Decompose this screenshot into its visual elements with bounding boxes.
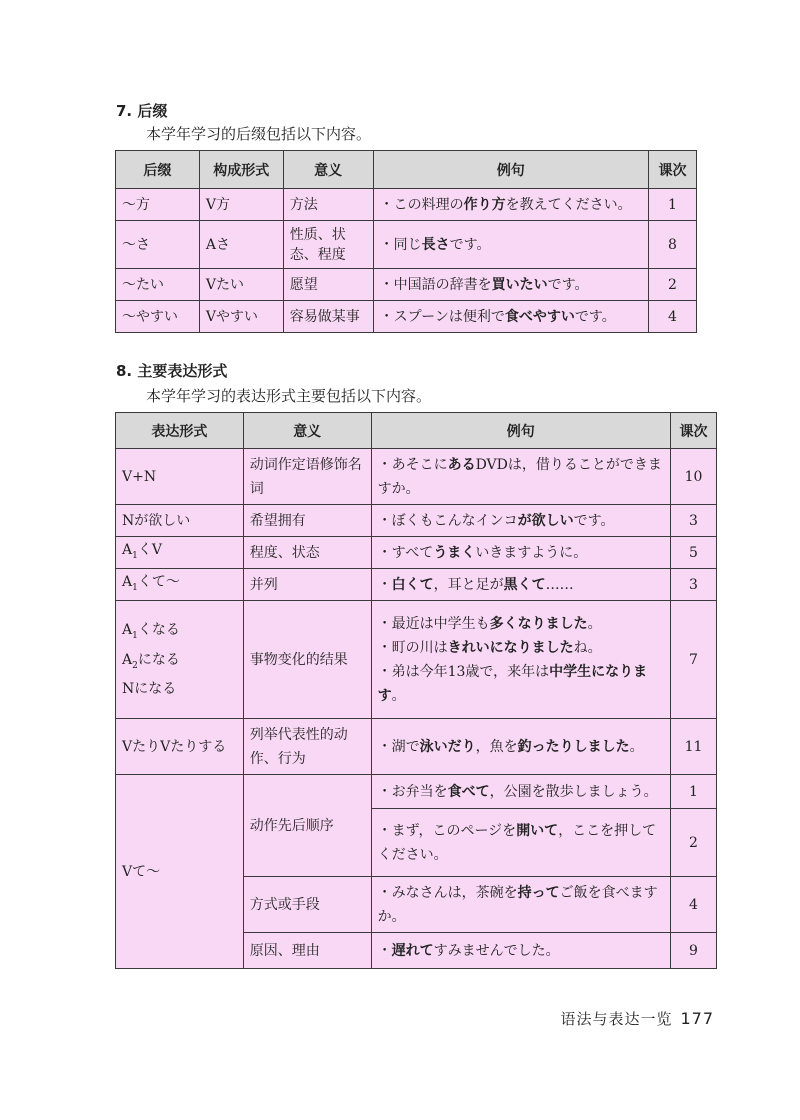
example-cell [371, 933, 670, 969]
lesson-cell: 10 [671, 449, 717, 505]
example-text: いきますように。 [475, 544, 588, 561]
expression-subscript: 1 [132, 582, 138, 593]
expression-text: A [122, 651, 133, 668]
meaning-cell: 列举代表性的动作、行为 [243, 719, 371, 775]
example-text: ・町の川は [377, 639, 448, 656]
example-text: ・同じ [379, 236, 422, 253]
example-cell [371, 449, 670, 505]
example-text: ・ぼくもこんなインコ [377, 512, 518, 529]
example-cell [371, 505, 670, 537]
expression-table-header [116, 413, 717, 449]
example-text: ・すべて [377, 544, 434, 561]
table-row [116, 537, 717, 569]
example-bold: 多くなりました [489, 615, 588, 632]
expression-cell: Vて〜 [116, 775, 244, 969]
expression-cell [116, 569, 244, 601]
lesson-cell: 11 [671, 719, 717, 775]
table-row [116, 269, 697, 301]
example-bold: 食べて [447, 783, 490, 800]
example-bold: 長さ [421, 236, 450, 253]
meaning-cell: 方法 [283, 189, 373, 221]
example-line [378, 636, 664, 660]
table-row [116, 569, 717, 601]
form-cell: Vたい [199, 269, 283, 301]
example-bold: 持って [517, 884, 560, 901]
example-bold: が欲しい [517, 512, 574, 529]
example-text: ・みなさんは，茶碗を [377, 884, 518, 901]
example-text: です。 [573, 512, 615, 529]
example-text: ね。 [573, 639, 602, 656]
header-form: 构成形式 [199, 151, 283, 189]
example-bold: ある [447, 456, 476, 473]
example-cell [371, 569, 670, 601]
header-lesson: 课次 [671, 413, 717, 449]
meaning-cell: 希望拥有 [243, 505, 371, 537]
page-number: 177 [680, 1009, 714, 1028]
expression-cell: V+N [116, 449, 244, 505]
section8-intro: 本学年学习的表达形式主要包括以下内容。 [146, 387, 432, 405]
lesson-cell: 7 [671, 601, 717, 719]
expression-text: A [122, 573, 133, 590]
example-text: ，公園を散歩しましょう。 [489, 783, 658, 800]
example-bold: 作り方 [463, 196, 506, 213]
example-cell [371, 775, 670, 809]
lesson-cell: 2 [671, 809, 717, 877]
meaning-cell: 动词作定语修饰名词 [243, 449, 371, 505]
footer-label: 语法与表达一览 [560, 1010, 673, 1028]
example-text: ご飯を食べますか。 [377, 884, 658, 925]
example-cell [373, 189, 648, 221]
example-bold: きれいになりました [447, 639, 574, 656]
example-bold: 中学生になります [377, 663, 648, 704]
example-text: ・弟は今年13歳で，来年は [377, 663, 550, 680]
example-cell [371, 809, 670, 877]
example-text: ・この料理の [379, 196, 464, 213]
expression-table [115, 412, 717, 969]
lesson-cell: 5 [671, 537, 717, 569]
suffix-cell: 〜さ [116, 221, 200, 269]
expression-text: くV [137, 541, 162, 558]
example-text: 。 [629, 738, 644, 755]
example-text: です。 [547, 276, 589, 293]
expression-line: Nになる [122, 681, 177, 698]
example-text: ・お弁当を [377, 783, 448, 800]
expression-text: A [122, 621, 133, 638]
meaning-cell: 事物变化的结果 [243, 601, 371, 719]
meaning-cell: 动作先后顺序 [243, 775, 371, 877]
meaning-cell: 程度、状态 [243, 537, 371, 569]
expression-cell: Nが欲しい [116, 505, 244, 537]
example-bold: 買いたい [491, 276, 548, 293]
expression-cell: VたりVたりする [116, 719, 244, 775]
lesson-cell: 3 [671, 505, 717, 537]
example-text: DVDは，借りることができますか。 [377, 456, 662, 497]
header-example: 例句 [371, 413, 670, 449]
expression-text: A [122, 541, 133, 558]
example-text: すみませんでした。 [433, 942, 560, 959]
example-bold: 開いて [516, 822, 559, 839]
suffix-table-header [116, 151, 697, 189]
lesson-cell: 4 [649, 301, 697, 333]
example-cell [373, 301, 648, 333]
expression-line [122, 648, 237, 678]
expression-text: になる [137, 651, 180, 668]
header-lesson: 课次 [649, 151, 697, 189]
lesson-cell: 1 [649, 189, 697, 221]
example-text: ，耳と足が [433, 576, 504, 593]
suffix-table [115, 150, 697, 333]
expression-text: くて〜 [137, 573, 180, 590]
example-cell [371, 537, 670, 569]
example-text: ・あそこに [377, 456, 448, 473]
table-row [116, 301, 697, 333]
example-text: です。 [449, 236, 491, 253]
table-row [116, 601, 717, 719]
example-bold: 食べやすい [504, 308, 575, 325]
example-text: ・ [377, 942, 392, 959]
example-cell [373, 269, 648, 301]
lesson-cell: 9 [671, 933, 717, 969]
example-text: ・湖で [377, 738, 420, 755]
expression-subscript: 2 [132, 660, 138, 671]
example-bold: 遅れて [391, 942, 434, 959]
example-text: 。 [587, 615, 602, 632]
section7-title: 7. 后缀 [116, 102, 168, 120]
meaning-cell: 并列 [243, 569, 371, 601]
table-row [116, 775, 717, 809]
example-cell [371, 601, 670, 719]
section7-intro: 本学年学习的后缀包括以下内容。 [146, 125, 372, 143]
example-cell [371, 877, 670, 933]
example-cell [373, 221, 648, 269]
example-text: ・ [377, 576, 392, 593]
example-text: ，魚を [475, 738, 518, 755]
expression-cell [116, 537, 244, 569]
example-text: 。 [391, 687, 406, 704]
form-cell: Aさ [199, 221, 283, 269]
example-text: ・最近は中学生も [377, 615, 490, 632]
table-row [116, 449, 717, 505]
header-example: 例句 [373, 151, 648, 189]
meaning-cell: 原因、理由 [243, 933, 371, 969]
meaning-cell: 性质、状态、程度 [283, 221, 373, 269]
table-row [116, 505, 717, 537]
page-footer [560, 1008, 714, 1029]
form-cell: V方 [199, 189, 283, 221]
example-text: ・まず，このページを [377, 822, 517, 839]
header-expression: 表达形式 [116, 413, 244, 449]
table-row [116, 719, 717, 775]
example-line [378, 612, 664, 636]
example-text: を教えてください。 [505, 196, 632, 213]
example-bold: 黒くて [503, 576, 546, 593]
meaning-cell: 容易做某事 [283, 301, 373, 333]
lesson-cell: 4 [671, 877, 717, 933]
suffix-cell: 〜たい [116, 269, 200, 301]
example-text: ・中国語の辞書を [379, 276, 492, 293]
section8-title: 8. 主要表达形式 [116, 362, 228, 380]
example-bold: 白くて [391, 576, 434, 593]
header-meaning: 意义 [243, 413, 371, 449]
example-cell [371, 719, 670, 775]
expression-subscript: 1 [132, 550, 138, 561]
example-text: です。 [574, 308, 616, 325]
lesson-cell: 2 [649, 269, 697, 301]
example-text: ，ここを押してください。 [377, 822, 657, 863]
table-row [116, 221, 697, 269]
expression-text: くなる [137, 621, 180, 638]
meaning-cell: 方式或手段 [243, 877, 371, 933]
header-suffix: 后缀 [116, 151, 200, 189]
table-row [116, 189, 697, 221]
lesson-cell: 3 [671, 569, 717, 601]
form-cell: Vやすい [199, 301, 283, 333]
expression-subscript: 1 [132, 630, 138, 641]
example-text: …… [545, 576, 574, 593]
expression-line [122, 618, 237, 648]
example-bold: 釣ったりしました [517, 738, 630, 755]
lesson-cell: 8 [649, 221, 697, 269]
example-bold: 泳いだり [419, 738, 476, 755]
meaning-cell: 愿望 [283, 269, 373, 301]
lesson-cell: 1 [671, 775, 717, 809]
suffix-cell: 〜方 [116, 189, 200, 221]
suffix-cell: 〜やすい [116, 301, 200, 333]
example-bold: うまく [433, 544, 476, 561]
example-line [378, 660, 664, 708]
header-meaning: 意义 [283, 151, 373, 189]
expression-cell [116, 601, 244, 719]
example-text: ・スプーンは便利で [379, 308, 505, 325]
